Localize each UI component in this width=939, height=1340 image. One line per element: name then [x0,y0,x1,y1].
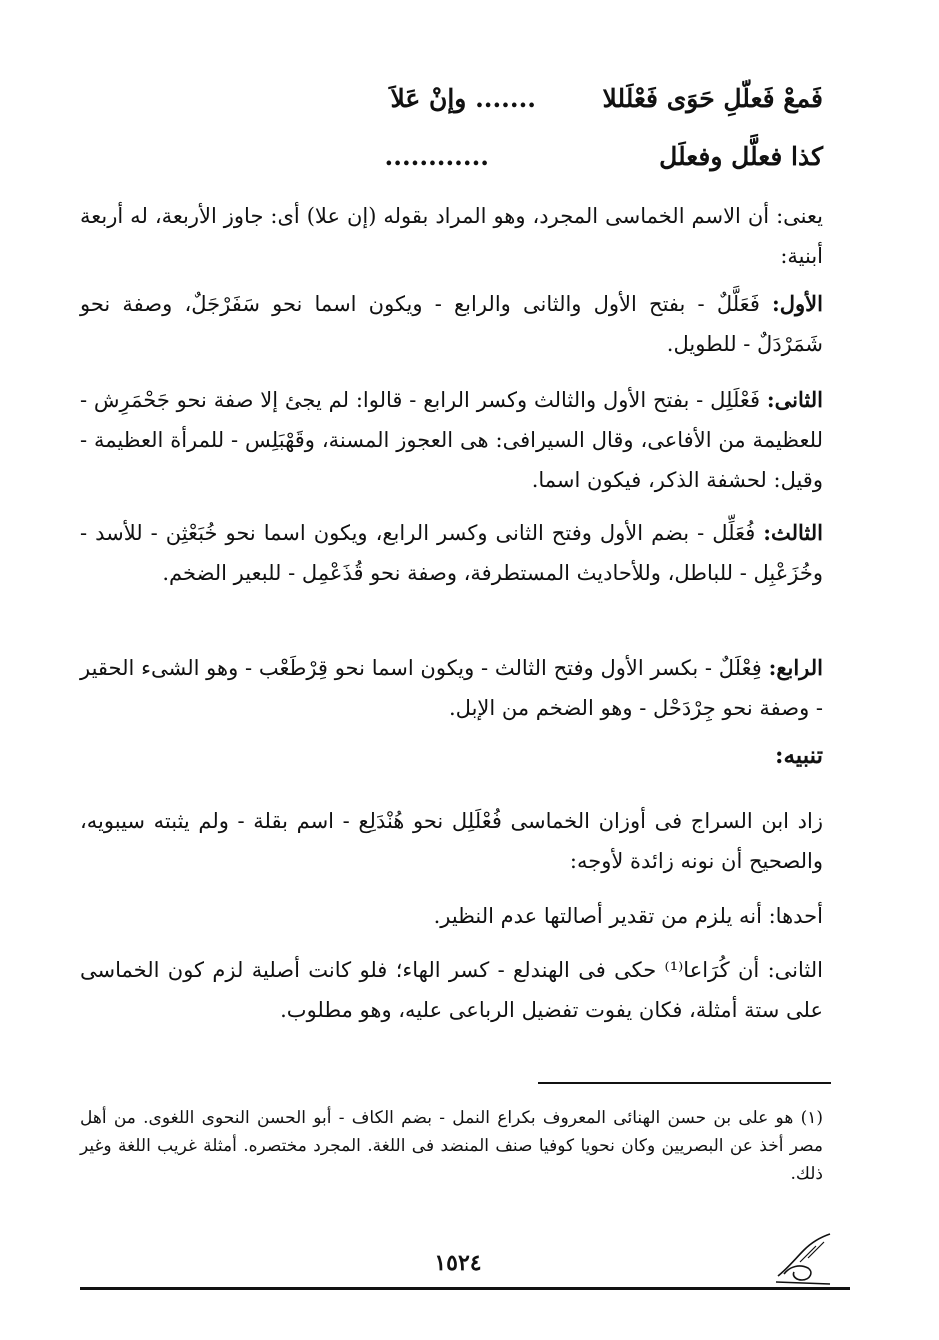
fourth-form-paragraph [80,648,823,728]
footnote: (١) هو على بن حسن الهنائى المعروف بكراع النمل - بضم الكاف - أبو الحسن النحوى اللغوى. من أهل مصر أخذ عن البصريين وكان نحويا كوفيا صنف المنضد فى اللغة. المجرد مختصره. أمثلة غريب اللغة وغير ذلك. [80,1108,823,1184]
page-number: ١٥٢٤ [434,1250,482,1276]
third-form-paragraph [80,513,823,593]
second-form-paragraph [80,380,823,500]
fourth-form-body: فِعْلَلٌ - بكسر الأول وفتح الثالث - ويكون اسما نحو قِرْطَعْب - وهو الشىء الحقير - وصفة نحو جِرْدَحْل - وهو الضخم من الإبل. [80,656,823,720]
bottom-rule [80,1287,850,1290]
verse-line1-right: فَمعْ فَعلّلِ حَوَى فَعْلَللا [602,84,823,113]
footnote-separator [538,1082,831,1084]
third-form-body: فُعَلِّل - بضم الأول وفتح الثانى وكسر الرابع، ويكون اسما نحو خُبَعْثِن - للأسد - وخُزَعْبِل - للباطل، وللأحاديث المستطرفة، وصفة نحو قُذَعْمِل - للبعير الضخم. [80,521,823,585]
verse-line2-left: ............ [384,142,489,171]
first-form-paragraph [80,284,823,364]
note-paragraph: زاد ابن السراج فى أوزان الخماسى فُعْلَلِل نحو هُنْدَلِع - اسم بقلة - ولم يثبته سيبويه، والصحيح أن نونه زائدة لأوجه: [80,809,823,873]
reason-two-paragraph: الثانى: أن كُرَاعا⁽¹⁾ حكى فى الهندلع - كسر الهاء؛ فلو كانت أصلية لزم كون الخماسى على ستة أمثلة، فكان يفوت تفضيل الرباعى عليه، وهو مطلوب. [80,958,823,1022]
first-form-lead: الأول: [772,291,823,316]
note-heading: تنبيه: [774,742,823,769]
second-form-body: فَعْلَلِل - بفتح الأول والثالث وكسر الرابع - قالوا: لم يجئ إلا صفة نحو جَحْمَرِش - للعظيمة من الأفاعى، وقال السيرافى: هى العجوز المسنة، وقَهْبَلِس - للمرأة العظيمة - وقيل: لحشفة الذكر، فيكون اسما. [80,388,823,492]
third-form-lead: الثالث: [763,520,823,545]
first-form-body: فَعَلَّلٌ - بفتح الأول والثانى والرابع - ويكون اسما نحو سَفَرْجَلٌ، وصفة نحو شَمَرْدَلٌ - للطويل. [80,292,823,356]
intro-paragraph: يعنى: أن الاسم الخماسى المجرد، وهو المراد بقوله (إن علا) أى: جاوز الأربعة، له أربعة أبنية: [80,204,823,268]
second-form-lead: الثانى: [766,387,823,412]
reason-one-paragraph: أحدها: أنه يلزم من تقدير أصالتها عدم النظير. [433,904,823,928]
verse-line1-left: ....... وإنْ عَلاَ [390,84,536,113]
publisher-logo-icon [770,1228,840,1288]
verse-line2-right: كذا فعلَّل وفعلَل [659,142,823,171]
fourth-form-lead: الرابع: [768,655,823,680]
